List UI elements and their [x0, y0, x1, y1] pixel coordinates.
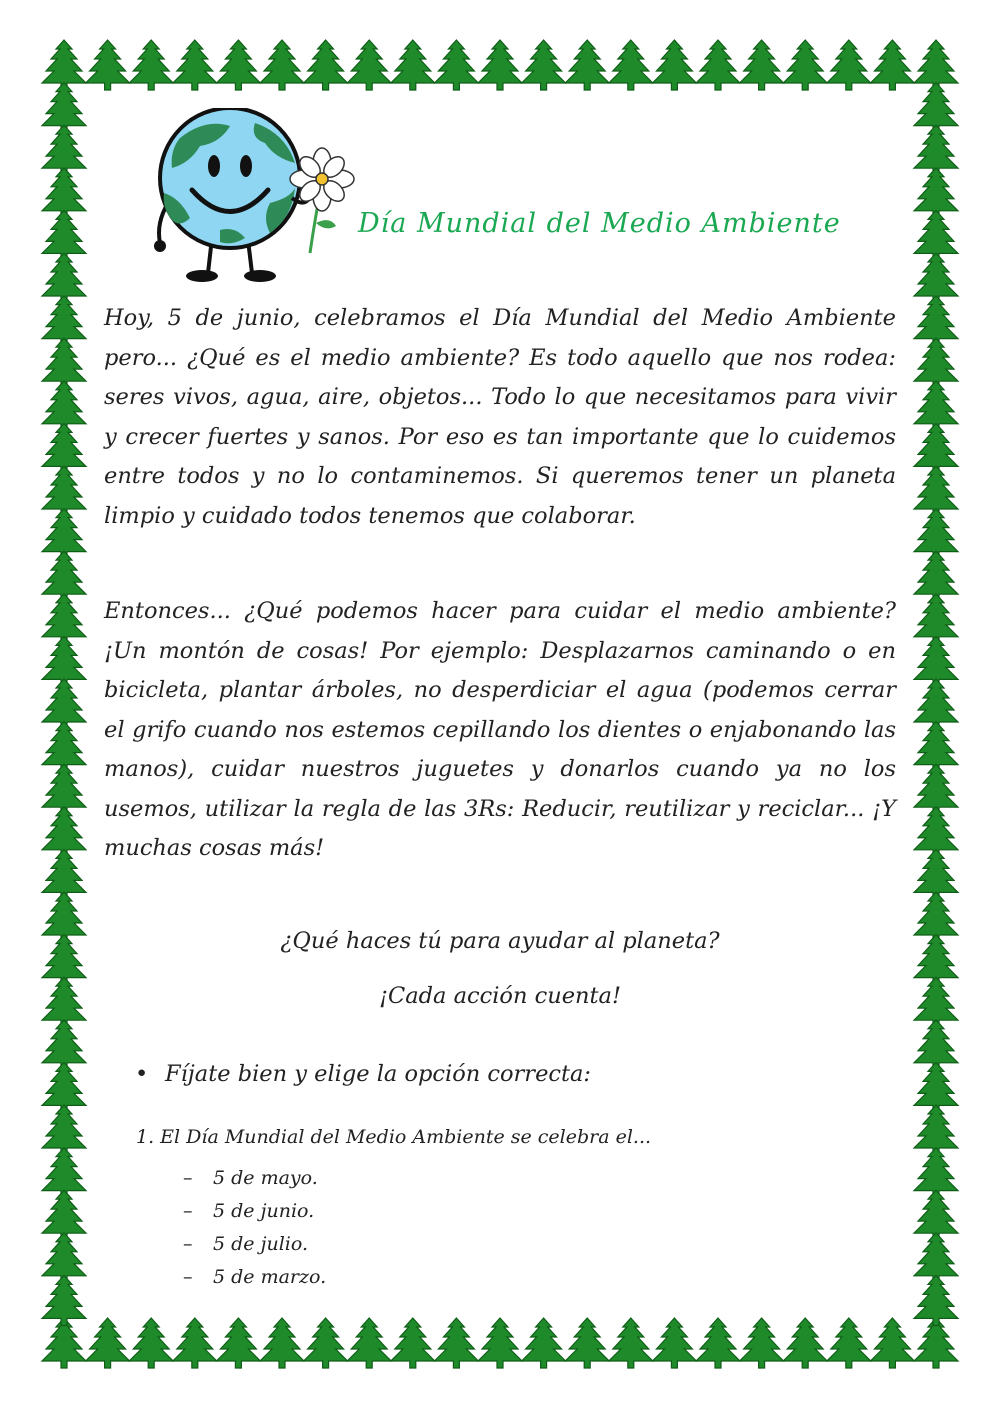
answer-options	[183, 1162, 326, 1294]
answer-option[interactable]	[183, 1261, 326, 1294]
pine-tree-icon	[216, 1318, 260, 1368]
actions-paragraph: Entonces... ¿Qué podemos hacer para cuidar el medio ambiente? ¡Un montón de cosas! Por ejemplo: Desplazarnos caminando o en bicicleta, plantar árboles, no desperdiciar el agua (podemos cerrar el grifo cuando nos estemos cepillando los dientes o enjabonando las manos), cuidar nuestros juguetes y donarlos cuando ya no los usemos, utilizar la regla de las 3Rs: Reducir, reutilizar y reciclar... ¡Y muchas cosas más!	[104, 598, 896, 861]
pine-tree-icon	[827, 1318, 871, 1368]
intro-paragraph: Hoy, 5 de junio, celebramos el Día Mundial del Medio Ambiente pero... ¿Qué es el medio ambiente? Es todo aquello que nos rodea: seres vivos, agua, aire, objetos... Todo lo que necesitamos para vivir y crecer fuertes y sanos. Por eso es tan importante que lo cuidemos entre todos y no lo contaminemos. Si queremos tener un planeta limpio y cuidado todos tenemos que colaborar.	[104, 305, 896, 529]
pine-tree-icon	[304, 40, 348, 90]
pine-tree-icon	[260, 1318, 304, 1368]
pine-tree-icon	[740, 40, 784, 90]
pine-tree-icon	[827, 40, 871, 90]
pine-tree-icon	[870, 1318, 914, 1368]
pine-tree-icon	[391, 1318, 435, 1368]
option-label: 5 de junio.	[213, 1200, 315, 1222]
pine-tree-icon	[434, 40, 478, 90]
option-marker: –	[183, 1167, 193, 1189]
closing-question: ¿Qué haces tú para ayudar al planeta?	[280, 928, 720, 954]
answer-option[interactable]	[183, 1162, 326, 1195]
pine-tree-icon	[129, 1318, 173, 1368]
pine-tree-icon	[609, 40, 653, 90]
pine-tree-icon	[478, 1318, 522, 1368]
pine-tree-icon	[129, 40, 173, 90]
pine-tree-icon	[347, 40, 391, 90]
pine-tree-icon	[522, 1318, 566, 1368]
pine-tree-icon	[870, 40, 914, 90]
option-label: 5 de marzo.	[213, 1266, 327, 1288]
pine-tree-icon	[391, 40, 435, 90]
pine-tree-icon	[783, 1318, 827, 1368]
instruction-text: Fíjate bien y elige la opción correcta:	[165, 1061, 592, 1087]
option-marker: –	[183, 1233, 193, 1255]
answer-option[interactable]	[183, 1228, 326, 1261]
pine-tree-icon	[478, 40, 522, 90]
answer-option[interactable]	[183, 1195, 326, 1228]
pine-tree-icon	[914, 1275, 958, 1325]
pine-tree-icon	[304, 1318, 348, 1368]
pine-tree-icon	[565, 40, 609, 90]
pine-tree-icon	[216, 40, 260, 90]
pine-tree-icon	[173, 40, 217, 90]
pine-tree-icon	[86, 1318, 130, 1368]
smiling-earth-illustration	[150, 108, 365, 288]
pine-tree-icon	[347, 1318, 391, 1368]
pine-tree-icon	[42, 1275, 86, 1325]
option-marker: –	[183, 1266, 193, 1288]
exercise-instruction	[135, 1061, 591, 1087]
pine-tree-icon	[696, 1318, 740, 1368]
bullet-marker: •	[135, 1061, 149, 1087]
smiling-earth-icon	[150, 108, 365, 288]
pine-tree-icon	[740, 1318, 784, 1368]
pine-tree-icon	[783, 40, 827, 90]
page-title: Día Mundial del Medio Ambiente	[358, 208, 841, 239]
pine-tree-icon	[260, 40, 304, 90]
option-marker: –	[183, 1200, 193, 1222]
closing-motto: ¡Cada acción cuenta!	[378, 983, 622, 1009]
pine-tree-icon	[565, 1318, 609, 1368]
option-label: 5 de julio.	[213, 1233, 308, 1255]
pine-tree-icon	[522, 40, 566, 90]
pine-tree-icon	[86, 40, 130, 90]
pine-tree-icon	[434, 1318, 478, 1368]
exercise-question: 1. El Día Mundial del Medio Ambiente se celebra el...	[136, 1126, 652, 1148]
pine-tree-icon	[173, 1318, 217, 1368]
pine-tree-icon	[609, 1318, 653, 1368]
pine-tree-icon	[696, 40, 740, 90]
option-label: 5 de mayo.	[213, 1167, 318, 1189]
pine-tree-icon	[652, 40, 696, 90]
pine-tree-icon	[652, 1318, 696, 1368]
